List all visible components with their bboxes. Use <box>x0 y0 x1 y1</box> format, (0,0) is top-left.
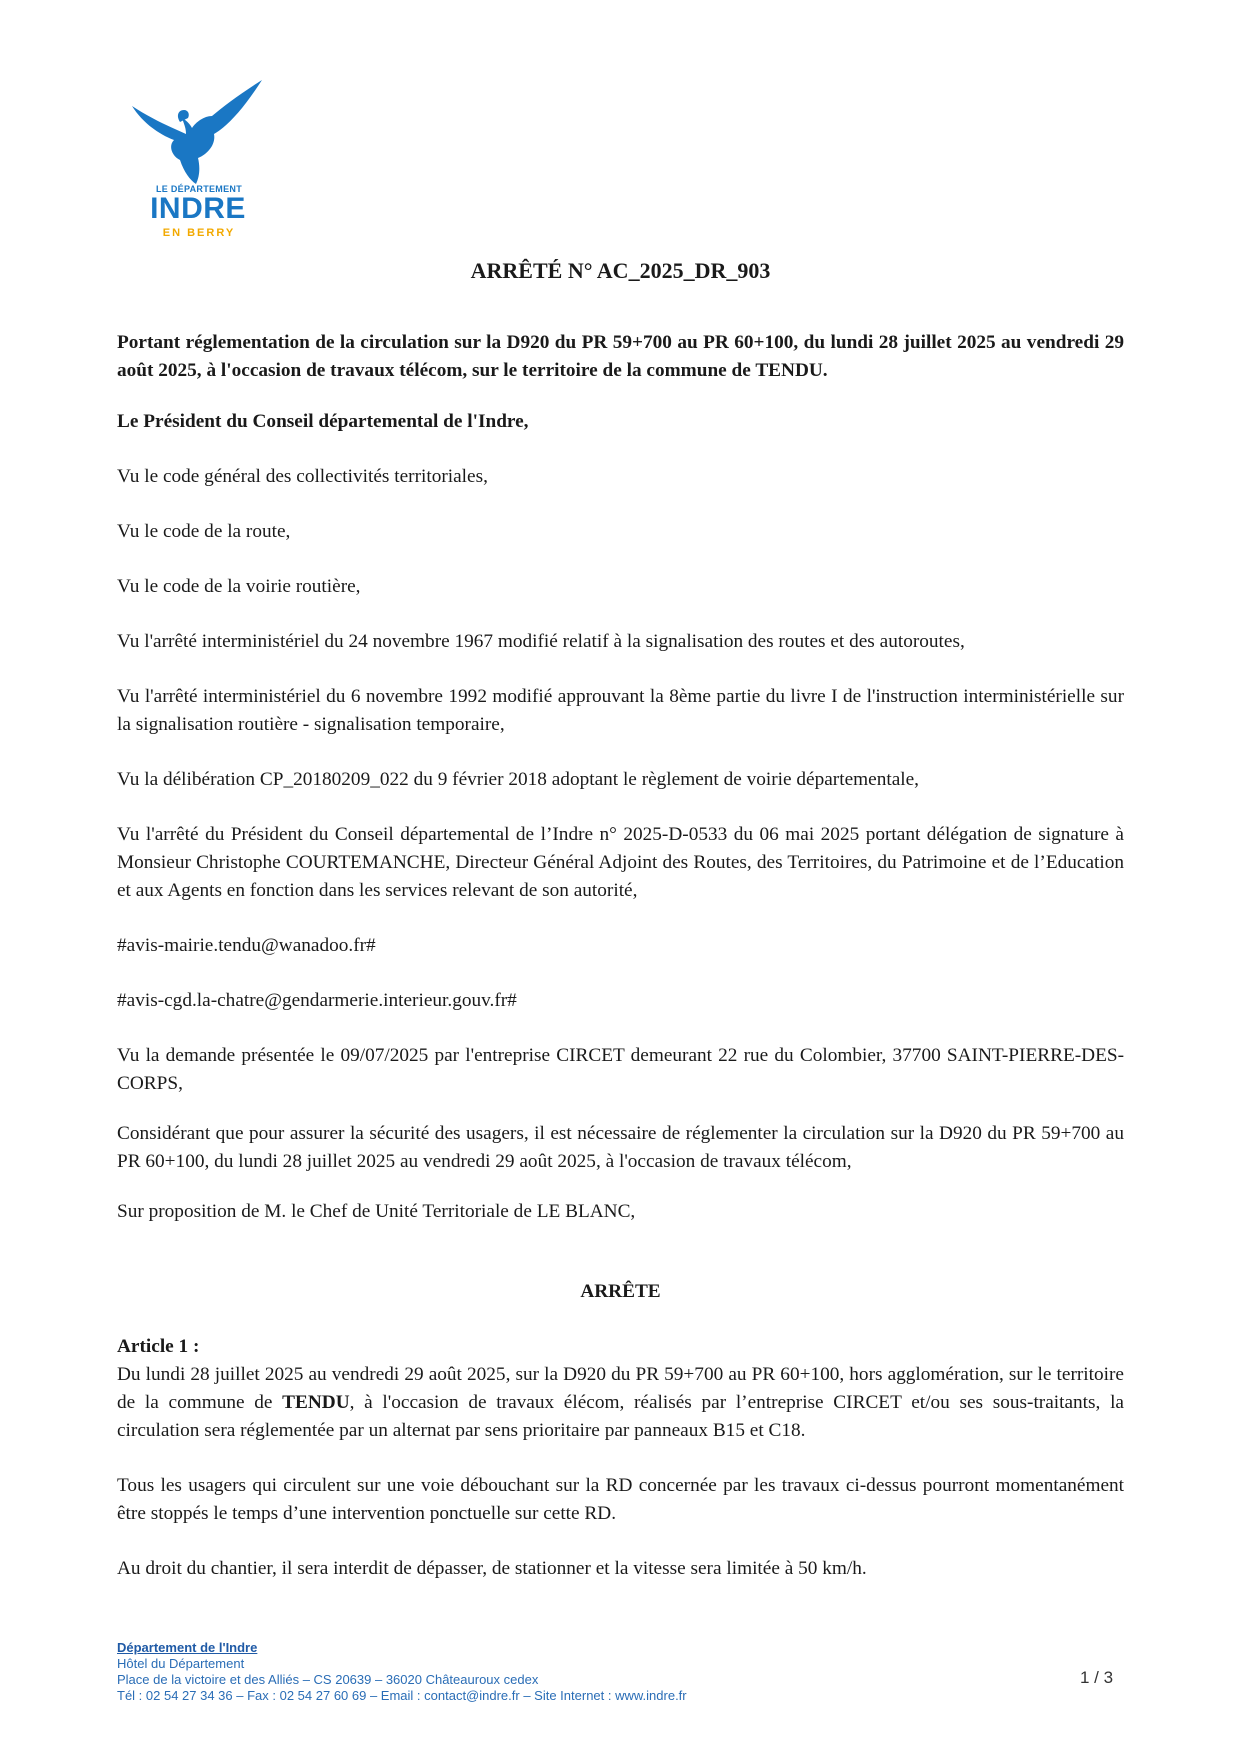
article-paragraph <box>117 1361 1124 1445</box>
article-paragraph: Tous les usagers qui circulent sur une voie débouchant sur la RD concernée par les travaux ci-dessus pourront momentanément être stoppés le temps d’une intervention ponctuelle sur cette RD. <box>117 1475 1124 1524</box>
page-title: ARRÊTÉ N° AC_2025_DR_903 <box>470 258 771 283</box>
logo-sub-text: EN BERRY <box>162 227 236 239</box>
subject: Portant réglementation de la circulation sur la D920 du PR 59+700 au PR 60+100, du lundi 28 juillet 2025 au vendredi 29 août 2025, à l'occasion de travaux télécom, sur le territoire de la commune de TENDU. <box>117 332 1124 381</box>
proposition: Sur proposition de M. le Chef de Unité Territoriale de LE BLANC, <box>117 1201 636 1222</box>
vu-item: Vu le code de la route, <box>117 521 291 542</box>
vu-item: Vu l'arrêté du Président du Conseil départemental de l’Indre n° 2025-D-0533 du 06 mai 2025 portant délégation de signature à Monsieur Christophe COURTEMANCHE, Directeur Général Adjoint des Routes, des Territoires, du Patrimoine et de l’Education et aux Agents en fonction dans les services relevant de son autorité, <box>117 824 1124 901</box>
arrete-heading: ARRÊTE <box>580 1281 661 1302</box>
footer-line: Hôtel du Département <box>117 1656 245 1671</box>
vu-item: Vu le code général des collectivités territoriales, <box>117 466 488 487</box>
article-paragraph: Au droit du chantier, il sera interdit de dépasser, de stationner et la vitesse sera limitée à 50 km/h. <box>117 1558 867 1579</box>
vu-item: #avis-mairie.tendu@wanadoo.fr# <box>117 935 376 956</box>
vu-item: #avis-cgd.la-chatre@gendarmerie.interieur.gouv.fr# <box>117 990 517 1011</box>
article-text: , à l'occasion de travaux élécom, réalisés par l’entreprise CIRCET et/ou ses sous-traitants, la circulation sera réglementée par un alternat par sens prioritaire par panneaux B15 et C18. <box>117 1392 1124 1441</box>
vu-item: Vu l'arrêté interministériel du 24 novembre 1967 modifié relatif à la signalisation des routes et des autoroutes, <box>117 631 965 652</box>
vu-item: Vu le code de la voirie routière, <box>117 576 361 597</box>
footer-line: Tél : 02 54 27 34 36 – Fax : 02 54 27 60 69 – Email : contact@indre.fr – Site Internet : www.indre.fr <box>117 1688 687 1703</box>
vu-item: Vu la demande présentée le 09/07/2025 par l'entreprise CIRCET demeurant 22 rue du Colombier, 37700 SAINT-PIERRE-DES-CORPS, <box>117 1045 1124 1094</box>
bird-logo-icon <box>128 76 268 186</box>
considerant: Considérant que pour assurer la sécurité des usagers, il est nécessaire de réglementer la circulation sur la D920 du PR 59+700 au PR 60+100, du lundi 28 juillet 2025 au vendredi 29 août 2025, à l'occasion de travaux télécom, <box>117 1123 1124 1172</box>
page-number: 1 / 3 <box>1080 1668 1114 1687</box>
logo-big-text: INDRE <box>150 192 246 225</box>
footer-line: Place de la victoire et des Alliés – CS 20639 – 36020 Châteauroux cedex <box>117 1672 539 1687</box>
president-line: Le Président du Conseil départemental de l'Indre, <box>117 411 529 432</box>
article-heading: Article 1 : <box>117 1336 200 1357</box>
vu-item: Vu l'arrêté interministériel du 6 novembre 1992 modifié approuvant la 8ème partie du livre I de l'instruction interministérielle sur la signalisation routière - signalisation temporaire, <box>117 686 1124 735</box>
logo-small-text: LE DÉPARTEMENT <box>155 184 243 194</box>
commune-name: TENDU <box>282 1392 350 1413</box>
article-text: Du lundi 28 juillet 2025 au vendredi 29 août 2025, sur la D920 du PR 59+700 au PR 60+100, hors agglomération, sur le territoire de la commune de <box>117 1364 1124 1413</box>
department-logo <box>128 76 268 246</box>
vu-item: Vu la délibération CP_20180209_022 du 9 février 2018 adoptant le règlement de voirie départementale, <box>117 769 919 790</box>
footer <box>117 1640 1124 1704</box>
footer-org-link[interactable]: Département de l'Indre <box>117 1640 258 1655</box>
